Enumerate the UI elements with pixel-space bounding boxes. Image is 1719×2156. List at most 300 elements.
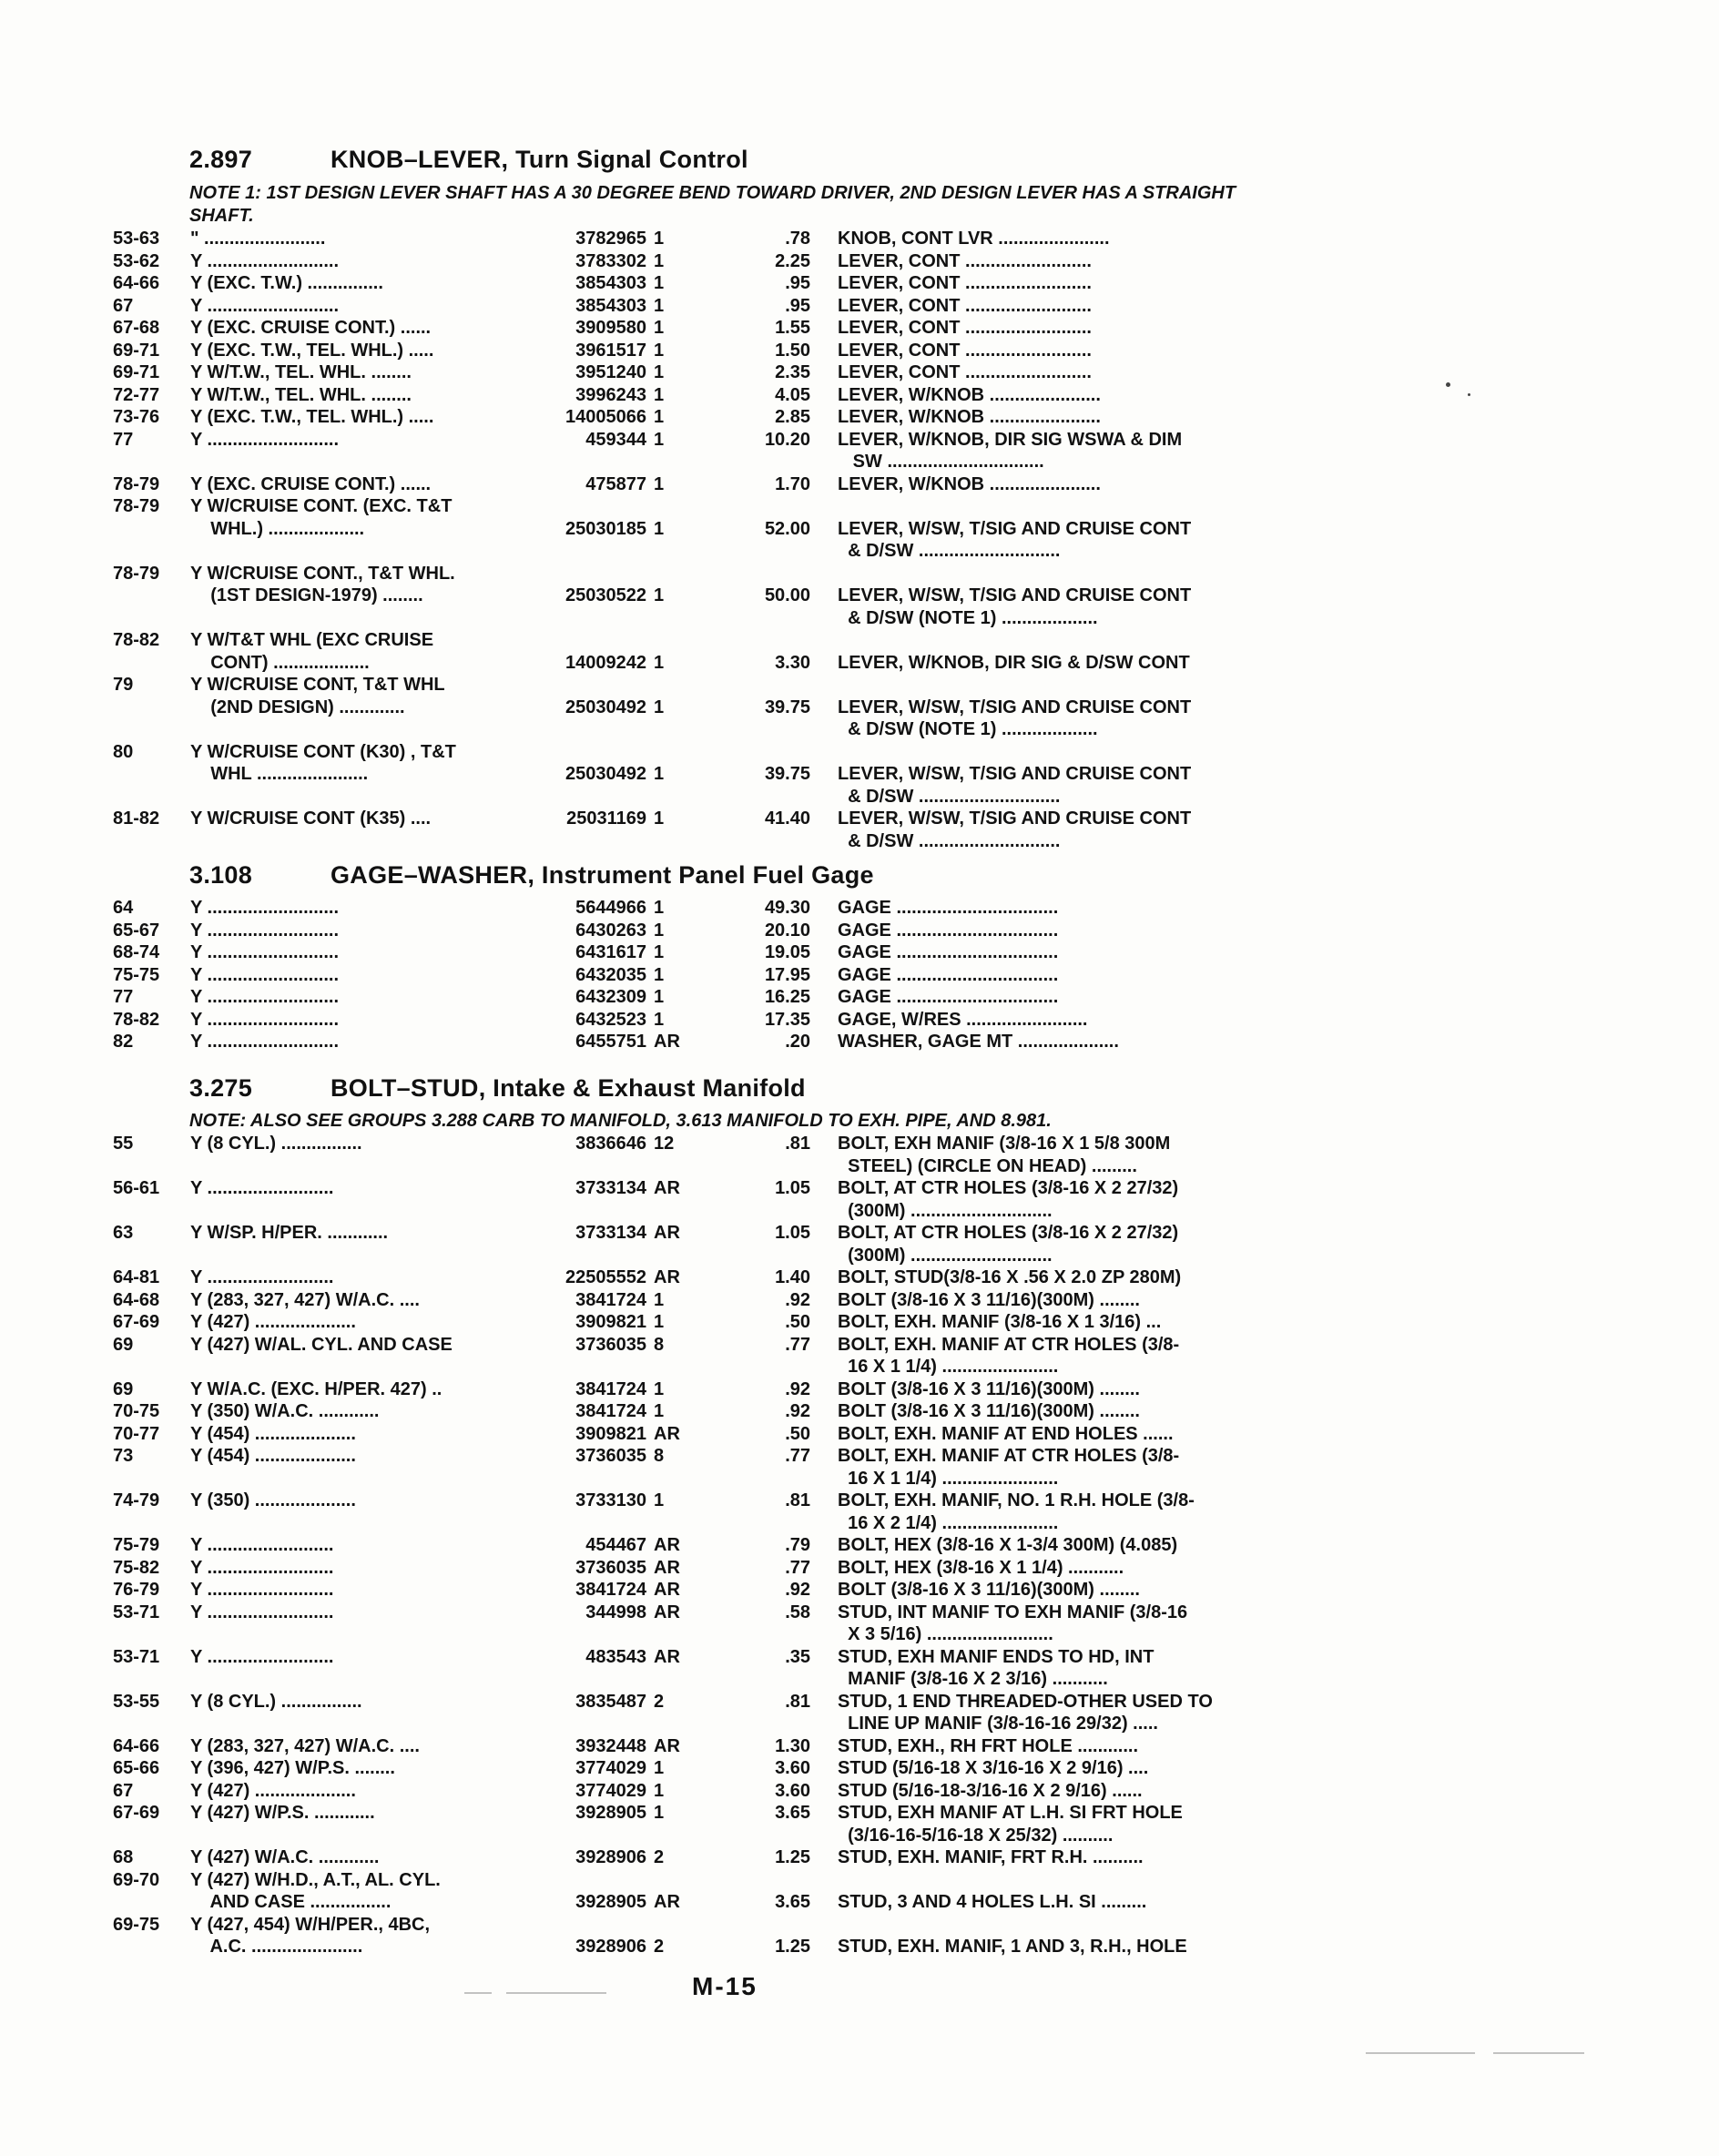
table-row (0, 1646, 1719, 1691)
part-number-cell: 25030185 (565, 518, 646, 539)
scan-smudge (1366, 2052, 1475, 2054)
part-number-cell: 25031169 (566, 808, 646, 829)
table-row (0, 473, 1719, 496)
description-cell: LEVER, W/KNOB ...................... (838, 384, 1101, 405)
part-number-cell: 3733134 (575, 1178, 646, 1198)
table-row (0, 1757, 1719, 1780)
quantity-cell: 1 (654, 250, 665, 271)
part-number-cell: 3841724 (575, 1580, 646, 1600)
part-number-cell: 25030522 (565, 585, 646, 605)
price-cell: .95 (785, 273, 810, 293)
part-number-cell: 6432523 (575, 1009, 646, 1030)
table-row (0, 1691, 1719, 1735)
quantity-cell: 2 (654, 1937, 665, 1957)
year-range-cell: 72-77 (113, 384, 160, 405)
description-cell: LEVER, CONT ......................... (838, 362, 1092, 382)
description-cell: LEVER, CONT ......................... (838, 250, 1092, 271)
table-row (0, 1177, 1719, 1222)
year-range-cell: 69-71 (113, 362, 160, 382)
description-cell: STUD, EXH., RH FRT HOLE ............ (838, 1735, 1139, 1756)
year-range-cell: 75-79 (113, 1535, 160, 1555)
description-cell: BOLT (3/8-16 X 3 11/16)(300M) ........ (838, 1401, 1140, 1421)
table-row (0, 272, 1719, 295)
year-range-cell: 67 (113, 1780, 134, 1801)
price-cell: 3.60 (775, 1780, 810, 1801)
section-heading (189, 861, 874, 890)
application-cell: Y W/A.C. (EXC. H/PER. 427) .. (190, 1378, 442, 1399)
application-cell: Y (427) W/A.C. ............ (190, 1847, 380, 1867)
table-row (0, 406, 1719, 429)
application-cell: Y W/CRUISE CONT (K30) , T&T WHL ...................... (190, 741, 456, 784)
application-cell: Y (EXC. CRUISE CONT.) ...... (190, 318, 432, 338)
year-range-cell: 70-75 (113, 1401, 160, 1421)
description-cell: LEVER, W/KNOB, DIR SIG & D/SW CONT (838, 652, 1190, 673)
table-row (0, 1914, 1719, 1958)
year-range-cell: 76-79 (113, 1580, 160, 1600)
year-range-cell: 78-82 (113, 1009, 160, 1030)
price-cell: 41.40 (764, 808, 810, 829)
description-cell: STUD (5/16-18 X 3/16-16 X 2 9/16) .... (838, 1758, 1149, 1778)
scan-speck (1446, 382, 1450, 387)
price-cell: 3.65 (775, 1803, 810, 1823)
description-cell: GAGE ................................ (838, 920, 1059, 941)
quantity-cell: 1 (654, 1401, 665, 1421)
year-range-cell: 64 (113, 898, 134, 918)
section-number: 3.108 (189, 861, 253, 889)
quantity-cell: 1 (654, 229, 665, 249)
price-cell: .95 (785, 295, 810, 316)
part-number-cell: 14009242 (565, 652, 646, 673)
year-range-cell: 73-76 (113, 407, 160, 427)
price-cell: 19.05 (764, 942, 810, 962)
quantity-cell: 1 (654, 764, 665, 784)
description-cell: BOLT (3/8-16 X 3 11/16)(300M) ........ (838, 1378, 1140, 1399)
year-range-cell: 64-68 (113, 1289, 160, 1310)
quantity-cell: AR (654, 1423, 680, 1444)
application-cell: Y .......................... (190, 920, 340, 941)
application-cell: Y (283, 327, 427) W/A.C. .... (190, 1735, 420, 1756)
year-range-cell: 77 (113, 429, 134, 450)
table-row (0, 941, 1719, 964)
price-cell: 3.65 (775, 1892, 810, 1912)
part-number-cell: 459344 (585, 429, 646, 450)
application-cell: Y .......................... (190, 1032, 340, 1052)
quantity-cell: 1 (654, 1780, 665, 1801)
table-row (0, 384, 1719, 407)
quantity-cell: 1 (654, 697, 665, 717)
quantity-cell: 1 (654, 808, 665, 829)
price-cell: .50 (785, 1312, 810, 1332)
scan-smudge (1493, 2052, 1584, 2054)
table-row (0, 1557, 1719, 1580)
section-note: NOTE: ALSO SEE GROUPS 3.288 CARB TO MANIFOLD, 3.613 MANIFOLD TO EXH. PIPE, AND 8.981. (189, 1111, 1052, 1131)
quantity-cell: 1 (654, 273, 665, 293)
table-row (0, 1009, 1719, 1032)
description-cell: BOLT, EXH. MANIF (3/8-16 X 1 3/16) ... (838, 1312, 1162, 1332)
parts-table (0, 228, 1719, 852)
section-title: GAGE–WASHER, Instrument Panel Fuel Gage (331, 861, 874, 889)
price-cell: 49.30 (764, 898, 810, 918)
year-range-cell: 53-62 (113, 250, 160, 271)
quantity-cell: 1 (654, 473, 665, 494)
year-range-cell: 67-69 (113, 1803, 160, 1823)
description-cell: LEVER, CONT ......................... (838, 295, 1092, 316)
price-cell: 17.35 (764, 1009, 810, 1030)
application-cell: Y W/SP. H/PER. ............ (190, 1223, 389, 1243)
quantity-cell: AR (654, 1557, 680, 1578)
description-cell: STUD, 3 AND 4 HOLES L.H. SI ......... (838, 1892, 1147, 1912)
year-range-cell: 69-71 (113, 340, 160, 361)
application-cell: Y .......................... (190, 250, 340, 271)
quantity-cell: 1 (654, 318, 665, 338)
quantity-cell: 1 (654, 1312, 665, 1332)
price-cell: 39.75 (764, 697, 810, 717)
table-row (0, 1445, 1719, 1490)
year-range-cell: 80 (113, 741, 134, 762)
description-cell: BOLT, STUD(3/8-16 X .56 X 2.0 ZP 280M) (838, 1267, 1182, 1287)
application-cell: Y .......................... (190, 942, 340, 962)
year-range-cell: 64-66 (113, 1735, 160, 1756)
part-number-cell: 3782965 (575, 229, 646, 249)
price-cell: .92 (785, 1401, 810, 1421)
part-number-cell: 6430263 (575, 920, 646, 941)
table-row (0, 1222, 1719, 1266)
quantity-cell: 1 (654, 1289, 665, 1310)
application-cell: Y .......................... (190, 898, 340, 918)
year-range-cell: 73 (113, 1446, 134, 1466)
year-range-cell: 65-67 (113, 920, 160, 941)
quantity-cell: AR (654, 1735, 680, 1756)
table-row (0, 964, 1719, 987)
part-number-cell: 25030492 (565, 764, 646, 784)
description-cell: KNOB, CONT LVR ...................... (838, 229, 1110, 249)
year-range-cell: 56-61 (113, 1178, 160, 1198)
part-number-cell: 3841724 (575, 1289, 646, 1310)
table-row (0, 674, 1719, 741)
application-cell: Y (427) .................... (190, 1780, 356, 1801)
application-cell: " ........................ (190, 229, 326, 249)
part-number-cell: 3909821 (575, 1423, 646, 1444)
quantity-cell: 1 (654, 652, 665, 673)
price-cell: 1.55 (775, 318, 810, 338)
description-cell: BOLT, EXH. MANIF AT END HOLES ...... (838, 1423, 1174, 1444)
part-number-cell: 3932448 (575, 1735, 646, 1756)
application-cell: Y (396, 427) W/P.S. ........ (190, 1758, 395, 1778)
quantity-cell: 1 (654, 1758, 665, 1778)
table-row (0, 1490, 1719, 1534)
quantity-cell: AR (654, 1892, 680, 1912)
description-cell: BOLT, EXH. MANIF, NO. 1 R.H. HOLE (3/8- 16 X 2 1/4) ....................... (838, 1490, 1195, 1533)
table-row (0, 1289, 1719, 1312)
year-range-cell: 75-75 (113, 964, 160, 985)
section-note: NOTE 1: 1ST DESIGN LEVER SHAFT HAS A 30 DEGREE BEND TOWARD DRIVER, 2ND DESIGN LEVER HAS A STRAIGHT SHAFT. (189, 183, 1236, 226)
quantity-cell: 1 (654, 1378, 665, 1399)
description-cell: STUD, EXH MANIF ENDS TO HD, INT MANIF (3/8-16 X 2 3/16) ........... (838, 1646, 1154, 1689)
description-cell: GAGE ................................ (838, 942, 1059, 962)
part-number-cell: 3836646 (575, 1134, 646, 1154)
page-number: M-15 (692, 1972, 758, 2000)
application-cell: Y (350) .................... (190, 1490, 356, 1510)
quantity-cell: 1 (654, 518, 665, 539)
parts-table (0, 897, 1719, 1053)
section-heading (189, 146, 748, 174)
part-number-cell: 475877 (585, 473, 646, 494)
application-cell: Y (EXC. CRUISE CONT.) ...... (190, 473, 432, 494)
quantity-cell: 1 (654, 920, 665, 941)
description-cell: LEVER, W/SW, T/SIG AND CRUISE CONT & D/SW ............................ (838, 518, 1192, 561)
year-range-cell: 64-81 (113, 1267, 160, 1287)
year-range-cell: 77 (113, 987, 134, 1007)
application-cell: Y .......................... (190, 964, 340, 985)
part-number-cell: 454467 (585, 1535, 646, 1555)
quantity-cell: AR (654, 1535, 680, 1555)
price-cell: .20 (785, 1032, 810, 1052)
application-cell: Y (427) W/AL. CYL. AND CASE (190, 1334, 453, 1355)
quantity-cell: 1 (654, 362, 665, 382)
year-range-cell: 63 (113, 1223, 134, 1243)
price-cell: 2.35 (775, 362, 810, 382)
table-row (0, 361, 1719, 384)
description-cell: LEVER, W/SW, T/SIG AND CRUISE CONT & D/SW (NOTE 1) ................... (838, 585, 1192, 628)
description-cell: LEVER, W/KNOB ...................... (838, 473, 1101, 494)
year-range-cell: 69 (113, 1334, 134, 1355)
application-cell: Y (427) W/H.D., A.T., AL. CYL. AND CASE ................ (190, 1869, 441, 1912)
part-number-cell: 14005066 (565, 407, 646, 427)
price-cell: 17.95 (764, 964, 810, 985)
table-row (0, 986, 1719, 1009)
table-row (0, 1802, 1719, 1846)
price-cell: 2.25 (775, 250, 810, 271)
application-cell: Y W/T.W., TEL. WHL. ........ (190, 384, 412, 405)
part-number-cell: 6432309 (575, 987, 646, 1007)
table-row (0, 808, 1719, 852)
part-number-cell: 3951240 (575, 362, 646, 382)
part-number-cell: 3736035 (575, 1334, 646, 1355)
price-cell: .92 (785, 1378, 810, 1399)
quantity-cell: 1 (654, 384, 665, 405)
year-range-cell: 78-79 (113, 563, 160, 584)
application-cell: Y (454) .................... (190, 1446, 356, 1466)
table-row (0, 1869, 1719, 1914)
year-range-cell: 67 (113, 295, 134, 316)
price-cell: 1.05 (775, 1178, 810, 1198)
table-row (0, 1133, 1719, 1177)
description-cell: STUD, EXH. MANIF, 1 AND 3, R.H., HOLE (838, 1937, 1187, 1957)
description-cell: LEVER, CONT ......................... (838, 318, 1092, 338)
section-number: 2.897 (189, 146, 253, 173)
price-cell: .58 (785, 1602, 810, 1622)
year-range-cell: 53-71 (113, 1602, 160, 1622)
section-number: 3.275 (189, 1074, 253, 1102)
table-row (0, 1534, 1719, 1557)
quantity-cell: AR (654, 1646, 680, 1667)
part-number-cell: 3928906 (575, 1847, 646, 1867)
application-cell: Y (8 CYL.) ................ (190, 1691, 362, 1712)
application-cell: Y (427) .................... (190, 1312, 356, 1332)
table-row (0, 317, 1719, 340)
application-cell: Y .......................... (190, 429, 340, 450)
part-number-cell: 22505552 (565, 1267, 646, 1287)
table-row (0, 1266, 1719, 1289)
quantity-cell: 1 (654, 429, 665, 450)
description-cell: GAGE ................................ (838, 964, 1059, 985)
part-number-cell: 5644966 (575, 898, 646, 918)
price-cell: 52.00 (764, 518, 810, 539)
table-row (0, 1735, 1719, 1758)
application-cell: Y W/CRUISE CONT., T&T WHL. (1ST DESIGN-1979) ........ (190, 563, 455, 605)
application-cell: Y (EXC. T.W., TEL. WHL.) ..... (190, 340, 434, 361)
application-cell: Y ......................... (190, 1535, 334, 1555)
price-cell: 3.30 (775, 652, 810, 673)
table-row (0, 429, 1719, 473)
part-number-cell: 3736035 (575, 1446, 646, 1466)
table-row (0, 295, 1719, 318)
price-cell: .92 (785, 1289, 810, 1310)
year-range-cell: 74-79 (113, 1490, 160, 1510)
table-row (0, 897, 1719, 920)
table-row (0, 1846, 1719, 1869)
table-row (0, 1423, 1719, 1446)
price-cell: 4.05 (775, 384, 810, 405)
year-range-cell: 82 (113, 1032, 134, 1052)
application-cell: Y .......................... (190, 987, 340, 1007)
year-range-cell: 68 (113, 1847, 134, 1867)
quantity-cell: AR (654, 1223, 680, 1243)
description-cell: LEVER, W/SW, T/SIG AND CRUISE CONT & D/SW (NOTE 1) ................... (838, 697, 1192, 739)
table-row (0, 1031, 1719, 1053)
year-range-cell: 64-66 (113, 273, 160, 293)
part-number-cell: 3733134 (575, 1223, 646, 1243)
part-number-cell: 3733130 (575, 1490, 646, 1510)
description-cell: BOLT, EXH. MANIF AT CTR HOLES (3/8- 16 X 1 1/4) ....................... (838, 1334, 1180, 1377)
application-cell: Y ......................... (190, 1178, 334, 1198)
part-number-cell: 3854303 (575, 295, 646, 316)
quantity-cell: 1 (654, 987, 665, 1007)
description-cell: LEVER, W/KNOB, DIR SIG WSWA & DIM SW ............................... (838, 429, 1183, 472)
part-number-cell: 3854303 (575, 273, 646, 293)
description-cell: BOLT (3/8-16 X 3 11/16)(300M) ........ (838, 1289, 1140, 1310)
description-cell: STUD, INT MANIF TO EXH MANIF (3/8-16 X 3 5/16) ......................... (838, 1602, 1188, 1644)
part-number-cell: 3783302 (575, 250, 646, 271)
application-cell: Y W/CRUISE CONT (K35) .... (190, 808, 432, 829)
year-range-cell: 53-55 (113, 1691, 160, 1712)
application-cell: Y W/T&T WHL (EXC CRUISE CONT) ................... (190, 630, 434, 673)
description-cell: WASHER, GAGE MT .................... (838, 1032, 1119, 1052)
year-range-cell: 53-71 (113, 1646, 160, 1667)
application-cell: Y (283, 327, 427) W/A.C. .... (190, 1289, 420, 1310)
price-cell: 1.70 (775, 473, 810, 494)
application-cell: Y (8 CYL.) ................ (190, 1134, 362, 1154)
application-cell: Y .......................... (190, 295, 340, 316)
price-cell: 20.10 (764, 920, 810, 941)
parts-table (0, 1133, 1719, 1958)
quantity-cell: 1 (654, 1009, 665, 1030)
description-cell: BOLT (3/8-16 X 3 11/16)(300M) ........ (838, 1580, 1140, 1600)
price-cell: .77 (785, 1334, 810, 1355)
quantity-cell: 2 (654, 1847, 665, 1867)
part-number-cell: 6432035 (575, 964, 646, 985)
application-cell: Y W/CRUISE CONT. (EXC. T&T WHL.) ................... (190, 496, 453, 539)
description-cell: LEVER, W/KNOB ...................... (838, 407, 1101, 427)
quantity-cell: 1 (654, 340, 665, 361)
price-cell: 1.40 (775, 1267, 810, 1287)
price-cell: 3.60 (775, 1758, 810, 1778)
description-cell: STUD (5/16-18-3/16-16 X 2 9/16) ...... (838, 1780, 1143, 1801)
scan-smudge (506, 1992, 606, 1994)
price-cell: .35 (785, 1646, 810, 1667)
description-cell: BOLT, EXH MANIF (3/8-16 X 1 5/8 300M STEEL) (CIRCLE ON HEAD) ......... (838, 1134, 1171, 1176)
year-range-cell: 78-82 (113, 630, 160, 650)
price-cell: .77 (785, 1557, 810, 1578)
quantity-cell: 1 (654, 407, 665, 427)
year-range-cell: 69-75 (113, 1914, 160, 1935)
year-range-cell: 75-82 (113, 1557, 160, 1578)
part-number-cell: 6431617 (575, 942, 646, 962)
section-title: BOLT–STUD, Intake & Exhaust Manifold (331, 1074, 806, 1102)
application-cell: Y ......................... (190, 1557, 334, 1578)
price-cell: .77 (785, 1446, 810, 1466)
application-cell: Y ......................... (190, 1580, 334, 1600)
price-cell: 1.50 (775, 340, 810, 361)
year-range-cell: 70-77 (113, 1423, 160, 1444)
description-cell: STUD, 1 END THREADED-OTHER USED TO LINE UP MANIF (3/8-16-16 29/32) ..... (838, 1691, 1213, 1734)
year-range-cell: 78-79 (113, 496, 160, 516)
table-row (0, 1311, 1719, 1334)
description-cell: BOLT, AT CTR HOLES (3/8-16 X 2 27/32) (300M) ............................ (838, 1223, 1179, 1266)
year-range-cell: 55 (113, 1134, 134, 1154)
section-title: KNOB–LEVER, Turn Signal Control (331, 146, 748, 173)
year-range-cell: 53-63 (113, 229, 160, 249)
price-cell: .78 (785, 229, 810, 249)
table-row (0, 563, 1719, 630)
table-row (0, 1378, 1719, 1401)
description-cell: LEVER, W/SW, T/SIG AND CRUISE CONT & D/SW ............................ (838, 764, 1192, 807)
part-number-cell: 3961517 (575, 340, 646, 361)
part-number-cell: 344998 (585, 1602, 646, 1622)
price-cell: .81 (785, 1691, 810, 1712)
quantity-cell: 1 (654, 942, 665, 962)
part-number-cell: 3774029 (575, 1758, 646, 1778)
table-row (0, 741, 1719, 808)
quantity-cell: AR (654, 1602, 680, 1622)
quantity-cell: 1 (654, 1490, 665, 1510)
year-range-cell: 65-66 (113, 1758, 160, 1778)
price-cell: 39.75 (764, 764, 810, 784)
price-cell: 1.30 (775, 1735, 810, 1756)
year-range-cell: 68-74 (113, 942, 160, 962)
application-cell: Y ......................... (190, 1602, 334, 1622)
description-cell: BOLT, AT CTR HOLES (3/8-16 X 2 27/32) (300M) ............................ (838, 1178, 1179, 1221)
part-number-cell: 3774029 (575, 1780, 646, 1801)
price-cell: .79 (785, 1535, 810, 1555)
description-cell: BOLT, HEX (3/8-16 X 1 1/4) ........... (838, 1557, 1124, 1578)
application-cell: Y (EXC. T.W., TEL. WHL.) ..... (190, 407, 434, 427)
description-cell: STUD, EXH. MANIF, FRT R.H. .......... (838, 1847, 1144, 1867)
scan-speck (1468, 393, 1470, 396)
price-cell: 16.25 (764, 987, 810, 1007)
table-row (0, 1602, 1719, 1646)
scan-smudge (464, 1992, 492, 1994)
part-number-cell: 3928906 (575, 1937, 646, 1957)
year-range-cell: 67-69 (113, 1312, 160, 1332)
description-cell: BOLT, HEX (3/8-16 X 1-3/4 300M) (4.085) (838, 1535, 1178, 1555)
description-cell: STUD, EXH MANIF AT L.H. SI FRT HOLE (3/16-16-5/16-18 X 25/32) .......... (838, 1803, 1183, 1846)
price-cell: 1.25 (775, 1847, 810, 1867)
table-row (0, 228, 1719, 250)
part-number-cell: 3909821 (575, 1312, 646, 1332)
quantity-cell: AR (654, 1580, 680, 1600)
part-number-cell: 3996243 (575, 384, 646, 405)
